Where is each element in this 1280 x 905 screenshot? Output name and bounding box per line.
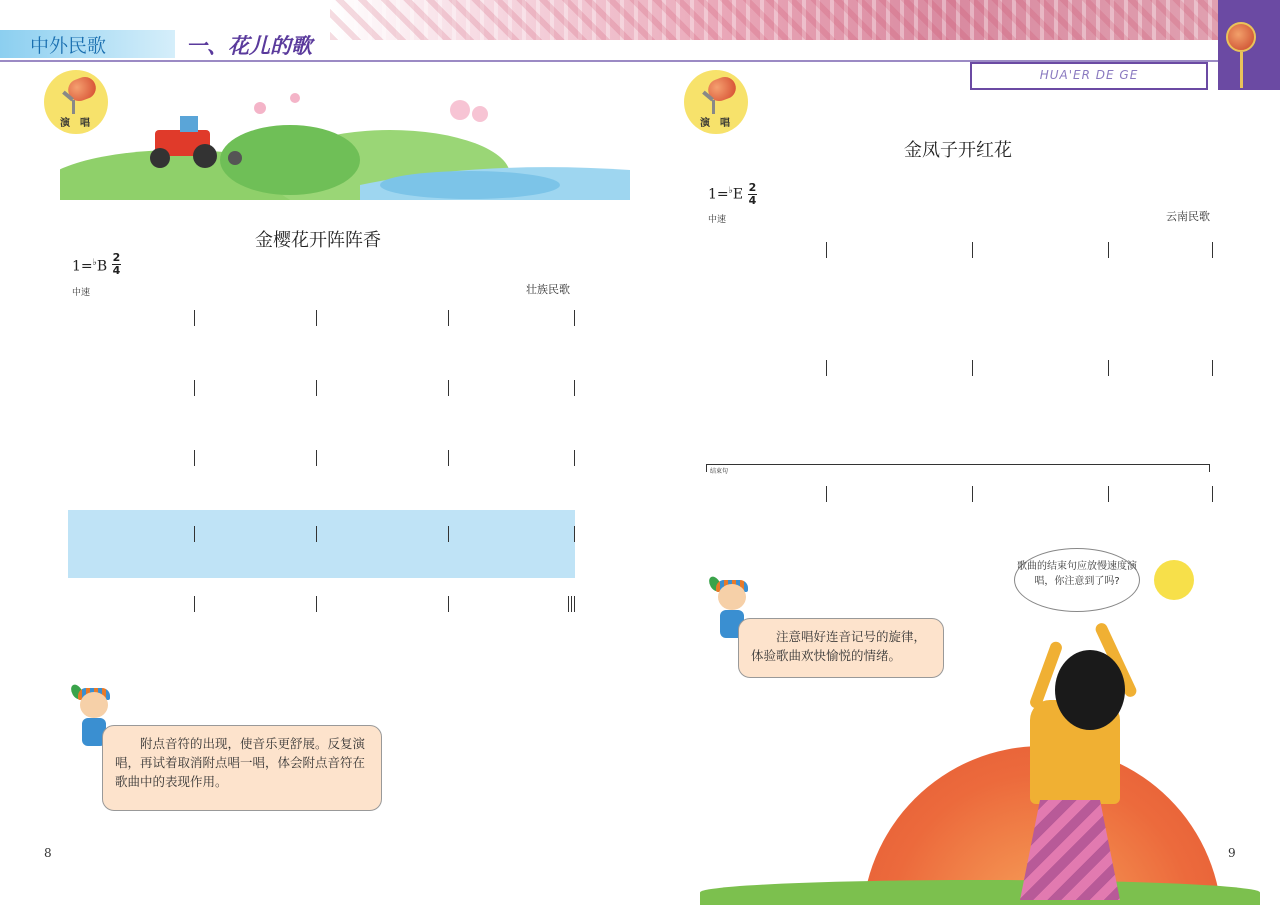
- key-label: 1=: [708, 186, 729, 203]
- bar-line: [826, 360, 827, 376]
- right-song-title: 金凤子开红花: [904, 140, 1012, 161]
- right-cloud-bubble: 歌曲的结束句应放慢速度演唱，你注意到了吗?: [1014, 548, 1140, 612]
- face-icon: [80, 692, 108, 718]
- bar-line: [826, 242, 827, 258]
- bar-line: [1212, 360, 1213, 376]
- bar-line: [1108, 486, 1109, 502]
- bar-line: [1108, 242, 1109, 258]
- key-note: E: [732, 186, 744, 203]
- right-origin: 云南民歌: [1166, 210, 1210, 223]
- flat-sign: ♭: [728, 186, 733, 196]
- bar-line: [316, 596, 317, 612]
- final-bar-line: [568, 596, 569, 612]
- meter-top: 2: [112, 251, 121, 264]
- bar-line: [194, 526, 195, 542]
- bar-line: [316, 526, 317, 542]
- flat-sign: ♭: [92, 258, 97, 268]
- left-time-signature: [112, 252, 121, 277]
- meter-top: 2: [748, 181, 757, 194]
- left-origin: 壮族民歌: [526, 283, 570, 296]
- bar-line: [574, 310, 575, 326]
- dancer-hair: [1055, 650, 1125, 730]
- bar-line: [972, 242, 973, 258]
- mic-stand-icon: [712, 100, 715, 114]
- bar-line: [194, 310, 195, 326]
- left-key-signature: [72, 258, 107, 275]
- bar-line: [972, 486, 973, 502]
- bar-line: [448, 450, 449, 466]
- bar-line: [448, 380, 449, 396]
- romanization-text: HUA'ER DE GE: [1039, 68, 1139, 82]
- bar-line: [574, 526, 575, 542]
- bar-line: [448, 310, 449, 326]
- bar-line: [194, 450, 195, 466]
- meter-bottom: 4: [748, 194, 757, 207]
- right-key-signature: [708, 186, 743, 203]
- bar-line: [316, 310, 317, 326]
- unit-title: 一、花儿的歌: [186, 34, 312, 58]
- bar-line: [316, 380, 317, 396]
- key-note: B: [96, 258, 108, 275]
- page-number-right: 9: [1228, 846, 1236, 860]
- sing-label: 演唱: [60, 118, 100, 129]
- bar-line: [194, 380, 195, 396]
- section-label: 中外民歌: [30, 35, 107, 57]
- key-label: 1=: [72, 258, 93, 275]
- bar-line: [1212, 486, 1213, 502]
- bar-line: [574, 450, 575, 466]
- tractor-hills-illustration: [60, 90, 630, 200]
- right-time-signature: [748, 182, 757, 207]
- bar-line: [574, 380, 575, 396]
- bar-line: [574, 596, 575, 612]
- face-icon: [718, 584, 746, 610]
- page-number-left: 8: [44, 846, 52, 860]
- left-song-title: 金樱花开阵阵香: [255, 230, 381, 251]
- bar-line: [194, 596, 195, 612]
- final-bar-line: [571, 596, 572, 612]
- bar-line: [972, 360, 973, 376]
- lantern-icon: [1226, 22, 1256, 52]
- right-tip-bubble: 注意唱好连音记号的旋律，体验歌曲欢快愉悦的情绪。: [738, 618, 944, 678]
- sing-badge-right: [684, 70, 748, 134]
- ending-bracket: [706, 464, 1210, 472]
- sun-character-icon: [1154, 560, 1194, 600]
- ending-mark: 结束句: [710, 468, 729, 475]
- meter-bottom: 4: [112, 264, 121, 277]
- tassel-icon: [1240, 52, 1243, 88]
- right-tempo: 中速: [708, 215, 727, 225]
- bar-line: [448, 526, 449, 542]
- left-tip-bubble: 附点音符的出现，使音乐更舒展。反复演唱，再试着取消附点唱一唱，体会附点音符在歌曲中的表现作用。: [102, 725, 382, 811]
- bar-line: [316, 450, 317, 466]
- bar-line: [1212, 242, 1213, 258]
- bar-line: [1108, 360, 1109, 376]
- grass-illustration: [700, 880, 1260, 905]
- ornament-band: [330, 0, 1218, 40]
- bar-line: [448, 596, 449, 612]
- left-tempo: 中速: [72, 288, 91, 298]
- bar-line: [826, 486, 827, 502]
- highlighted-phrase: [68, 510, 575, 578]
- sing-label: 演唱: [700, 118, 740, 129]
